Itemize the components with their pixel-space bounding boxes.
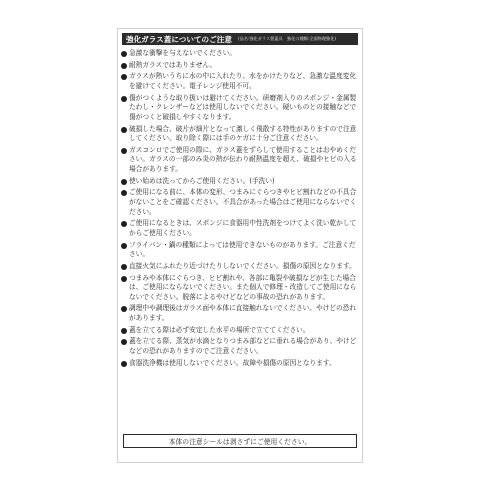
- caution-text: 耐熱ガラスではありません。: [129, 60, 217, 69]
- caution-list: [121, 49, 360, 370]
- caution-item: [121, 326, 360, 336]
- caution-text: ご使用になる前に、本体の変形、つまみにぐらつきやヒビ割れなどの不具合がないことをご確認ください。不具合があった場合はご使用にならないでください。: [129, 188, 357, 216]
- caution-item: [121, 125, 360, 144]
- caution-item: [121, 359, 360, 369]
- caution-title: 強化ガラス蓋についてのご注意: [126, 34, 232, 44]
- caution-item: [121, 274, 360, 303]
- bullet-icon: [121, 74, 127, 80]
- caution-item: [121, 177, 360, 187]
- caution-text: つまみや本体にぐらつき、ヒビ割れや、各部に亀裂や破損などが生じた場合は、ご使用にならないでください。また個人で修理・改造してご使用にならないでください。脱落によるやけどなどの事故の恐れがあります。: [129, 273, 357, 301]
- bullet-icon: [121, 264, 127, 270]
- caution-text: 使い始めは洗ってからご使用ください。(手洗い): [129, 176, 275, 185]
- caution-text: 食器洗浄機は使用しないでください。故障や損傷の原因となります。: [129, 358, 336, 367]
- bullet-icon: [121, 190, 127, 196]
- caution-text: 急激な衝撃を与えないでください。: [129, 49, 236, 57]
- caution-item: [121, 337, 360, 356]
- caution-item: [121, 94, 360, 123]
- bullet-icon: [121, 96, 127, 102]
- caution-header: [122, 33, 358, 45]
- caution-label-card: [117, 28, 363, 463]
- caution-text: 直接火気にふれたり近づけたりしないでください。損傷の原因となります。: [129, 261, 356, 270]
- caution-text: ガラスが熱いうちに水の中に入れたり、水をかけたりなど、急激な温度変化を避けてください。電子レンジ使用不可。: [129, 72, 357, 90]
- caution-text: 傷がつくような取り扱いは避けてください。研磨剤入りのスポンジ・金属製たわし・クレンザーなどは使用しないでください。硬いものとの接触などで傷がつくと破損しやすくなります。: [129, 93, 357, 121]
- caution-item: [121, 262, 360, 272]
- caution-text: 調理中や調理後はガラス面や本体に直接触れないでください。やけどの恐れがあります。: [129, 304, 357, 322]
- bullet-icon: [121, 276, 127, 282]
- caution-item: [121, 146, 360, 175]
- caution-text: フライパン・鍋の種類によっては使用できないものがあります。ご注意ください。: [129, 240, 356, 259]
- caution-item: [121, 49, 360, 59]
- bullet-icon: [121, 339, 127, 345]
- bullet-icon: [121, 127, 127, 133]
- caution-text: 蓋を立てる際、蒸気が水滴となりつまみ部などに垂れる場合があり、やけどなどの恐れがありますのでご注意ください。: [129, 337, 357, 355]
- caution-text: ご使用になるときは、スポンジに食器用中性洗剤をつけてよく洗い乾かしてからご使用ください。: [129, 219, 357, 237]
- caution-item: [121, 188, 360, 217]
- bullet-icon: [121, 179, 127, 185]
- bullet-icon: [121, 63, 127, 69]
- caution-item: [121, 219, 360, 238]
- bullet-icon: [121, 51, 127, 57]
- caution-text: 破損した場合、破片が細片となって激しく飛散する特性がありますので注意してください。取り除く際には手のケガに十分ご注意ください。: [129, 124, 357, 143]
- seal-notice-text: 本体の注意シールは剥さずにご使用ください。: [168, 438, 312, 446]
- caution-item: [121, 61, 360, 71]
- bullet-icon: [121, 221, 127, 227]
- bullet-icon: [121, 306, 127, 312]
- caution-text: ガスコンロでご使用の際に、ガラス蓋をずらして使用することはおやめください。ガラスの一部のみ炎の熱が伝わり耐熱温度を超え、破損やヒビの入る場合があります。: [129, 145, 357, 173]
- bullet-icon: [121, 361, 127, 367]
- seal-notice-box: [123, 434, 357, 448]
- caution-text: 蓋を立てる際は必ず安定した水平の場所で立ててください。: [129, 325, 310, 334]
- caution-item: [121, 304, 360, 323]
- caution-item: [121, 72, 360, 91]
- bullet-icon: [121, 243, 127, 249]
- bullet-icon: [121, 328, 127, 334]
- bullet-icon: [121, 148, 127, 154]
- product-info: (品名:強化ガラス製蓋具 強化の種類:全面物理強化): [237, 36, 337, 41]
- caution-item: [121, 241, 360, 260]
